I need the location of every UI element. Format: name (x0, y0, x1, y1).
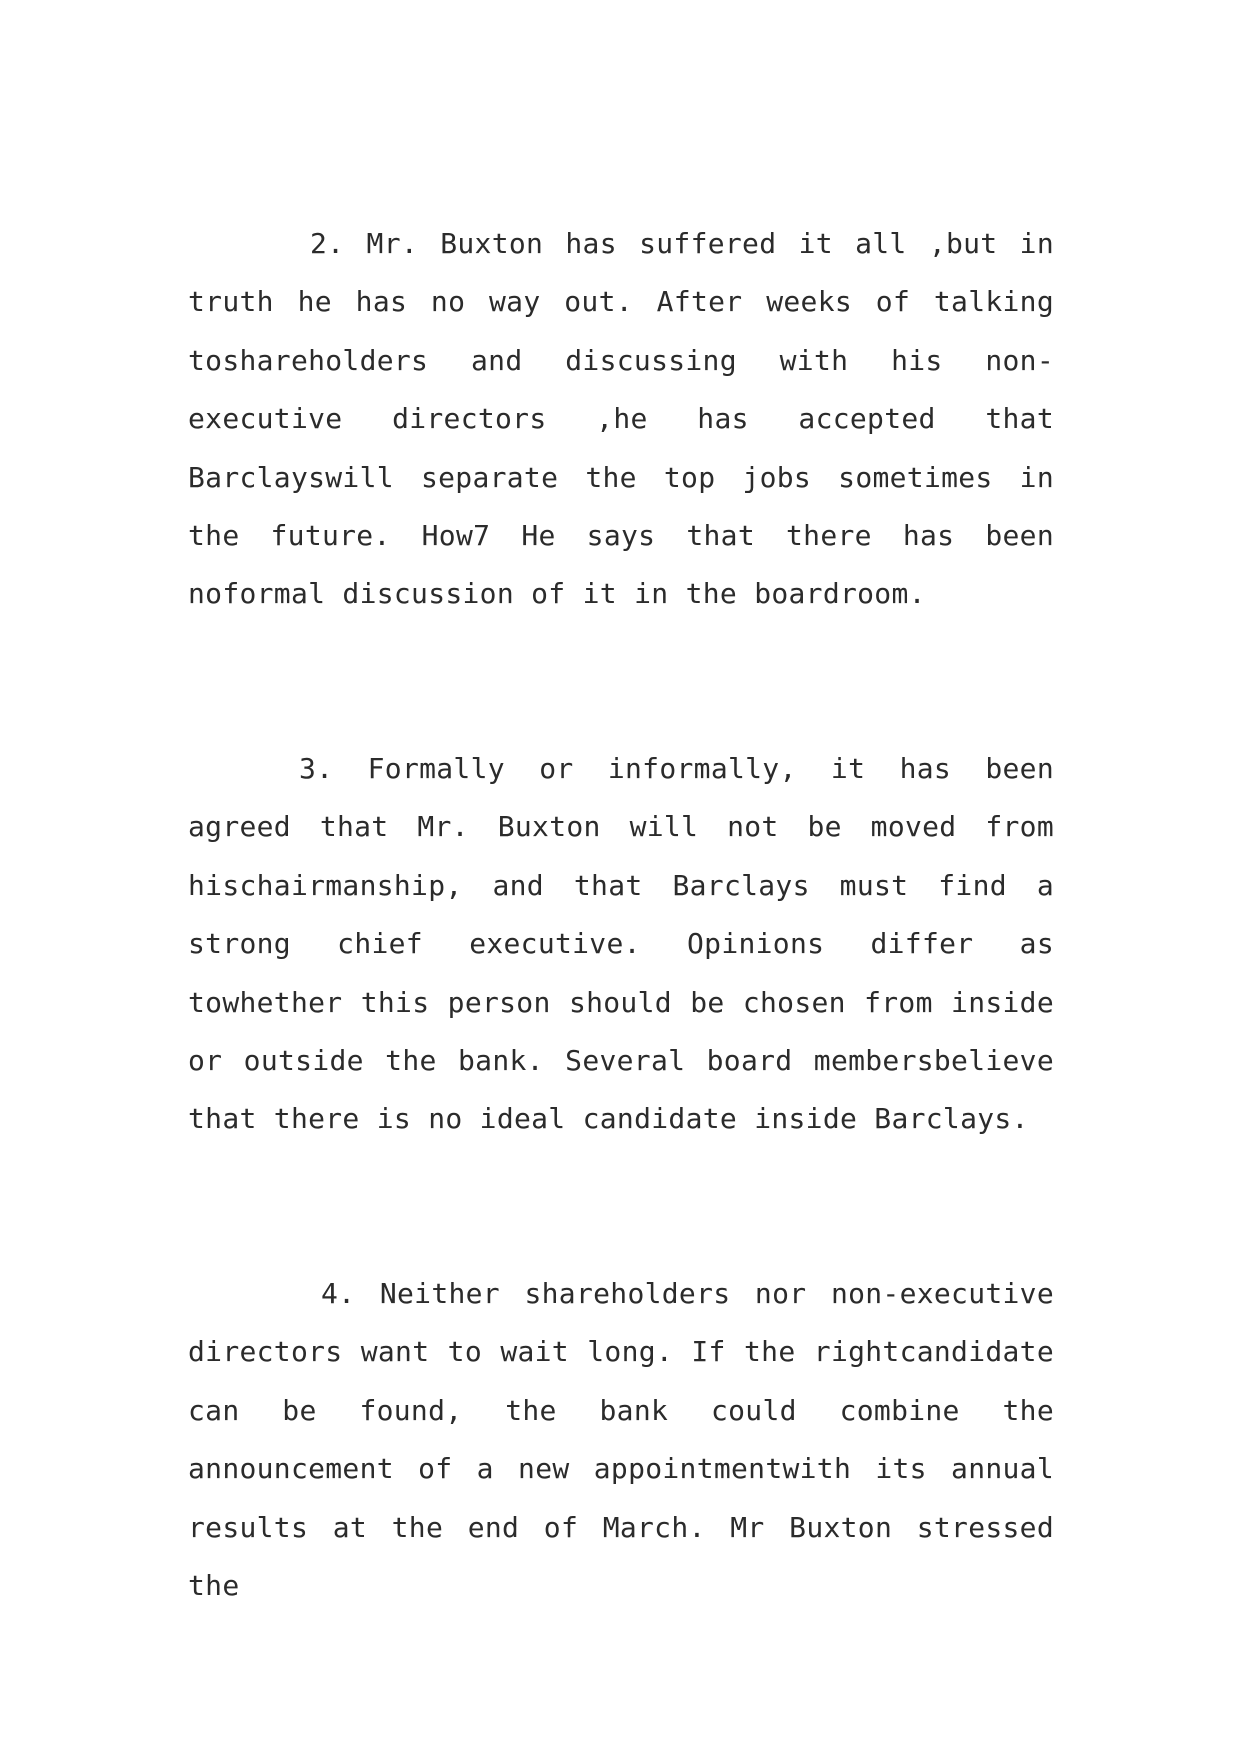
paragraph-4: 4. Neither shareholders nor non-executive directors want to wait long. If the rightcandidate can be found, the bank could combine the announcement of a new appointmentwith its annual results at the end of March. Mr Buxton stressed the (188, 1277, 1054, 1603)
paragraph-3: 3. Formally or informally, it has been agreed that Mr. Buxton will not be moved from hischairmanship, and that Barclays must find a strong chief executive. Opinions differ as towhether this person should be chosen from inside or outside the bank. Several board membersbelieve that there is no ideal candidate inside Barclays. (188, 752, 1054, 1136)
paragraph-2: 2. Mr. Buxton has suffered it all ,but in truth he has no way out. After weeks of talking toshareholders and discussing with his non-executive directors ,he has accepted that Barclayswill separate the top jobs sometimes in the future. How7 He says that there has been noformal discussion of it in the boardroom. (188, 227, 1054, 611)
